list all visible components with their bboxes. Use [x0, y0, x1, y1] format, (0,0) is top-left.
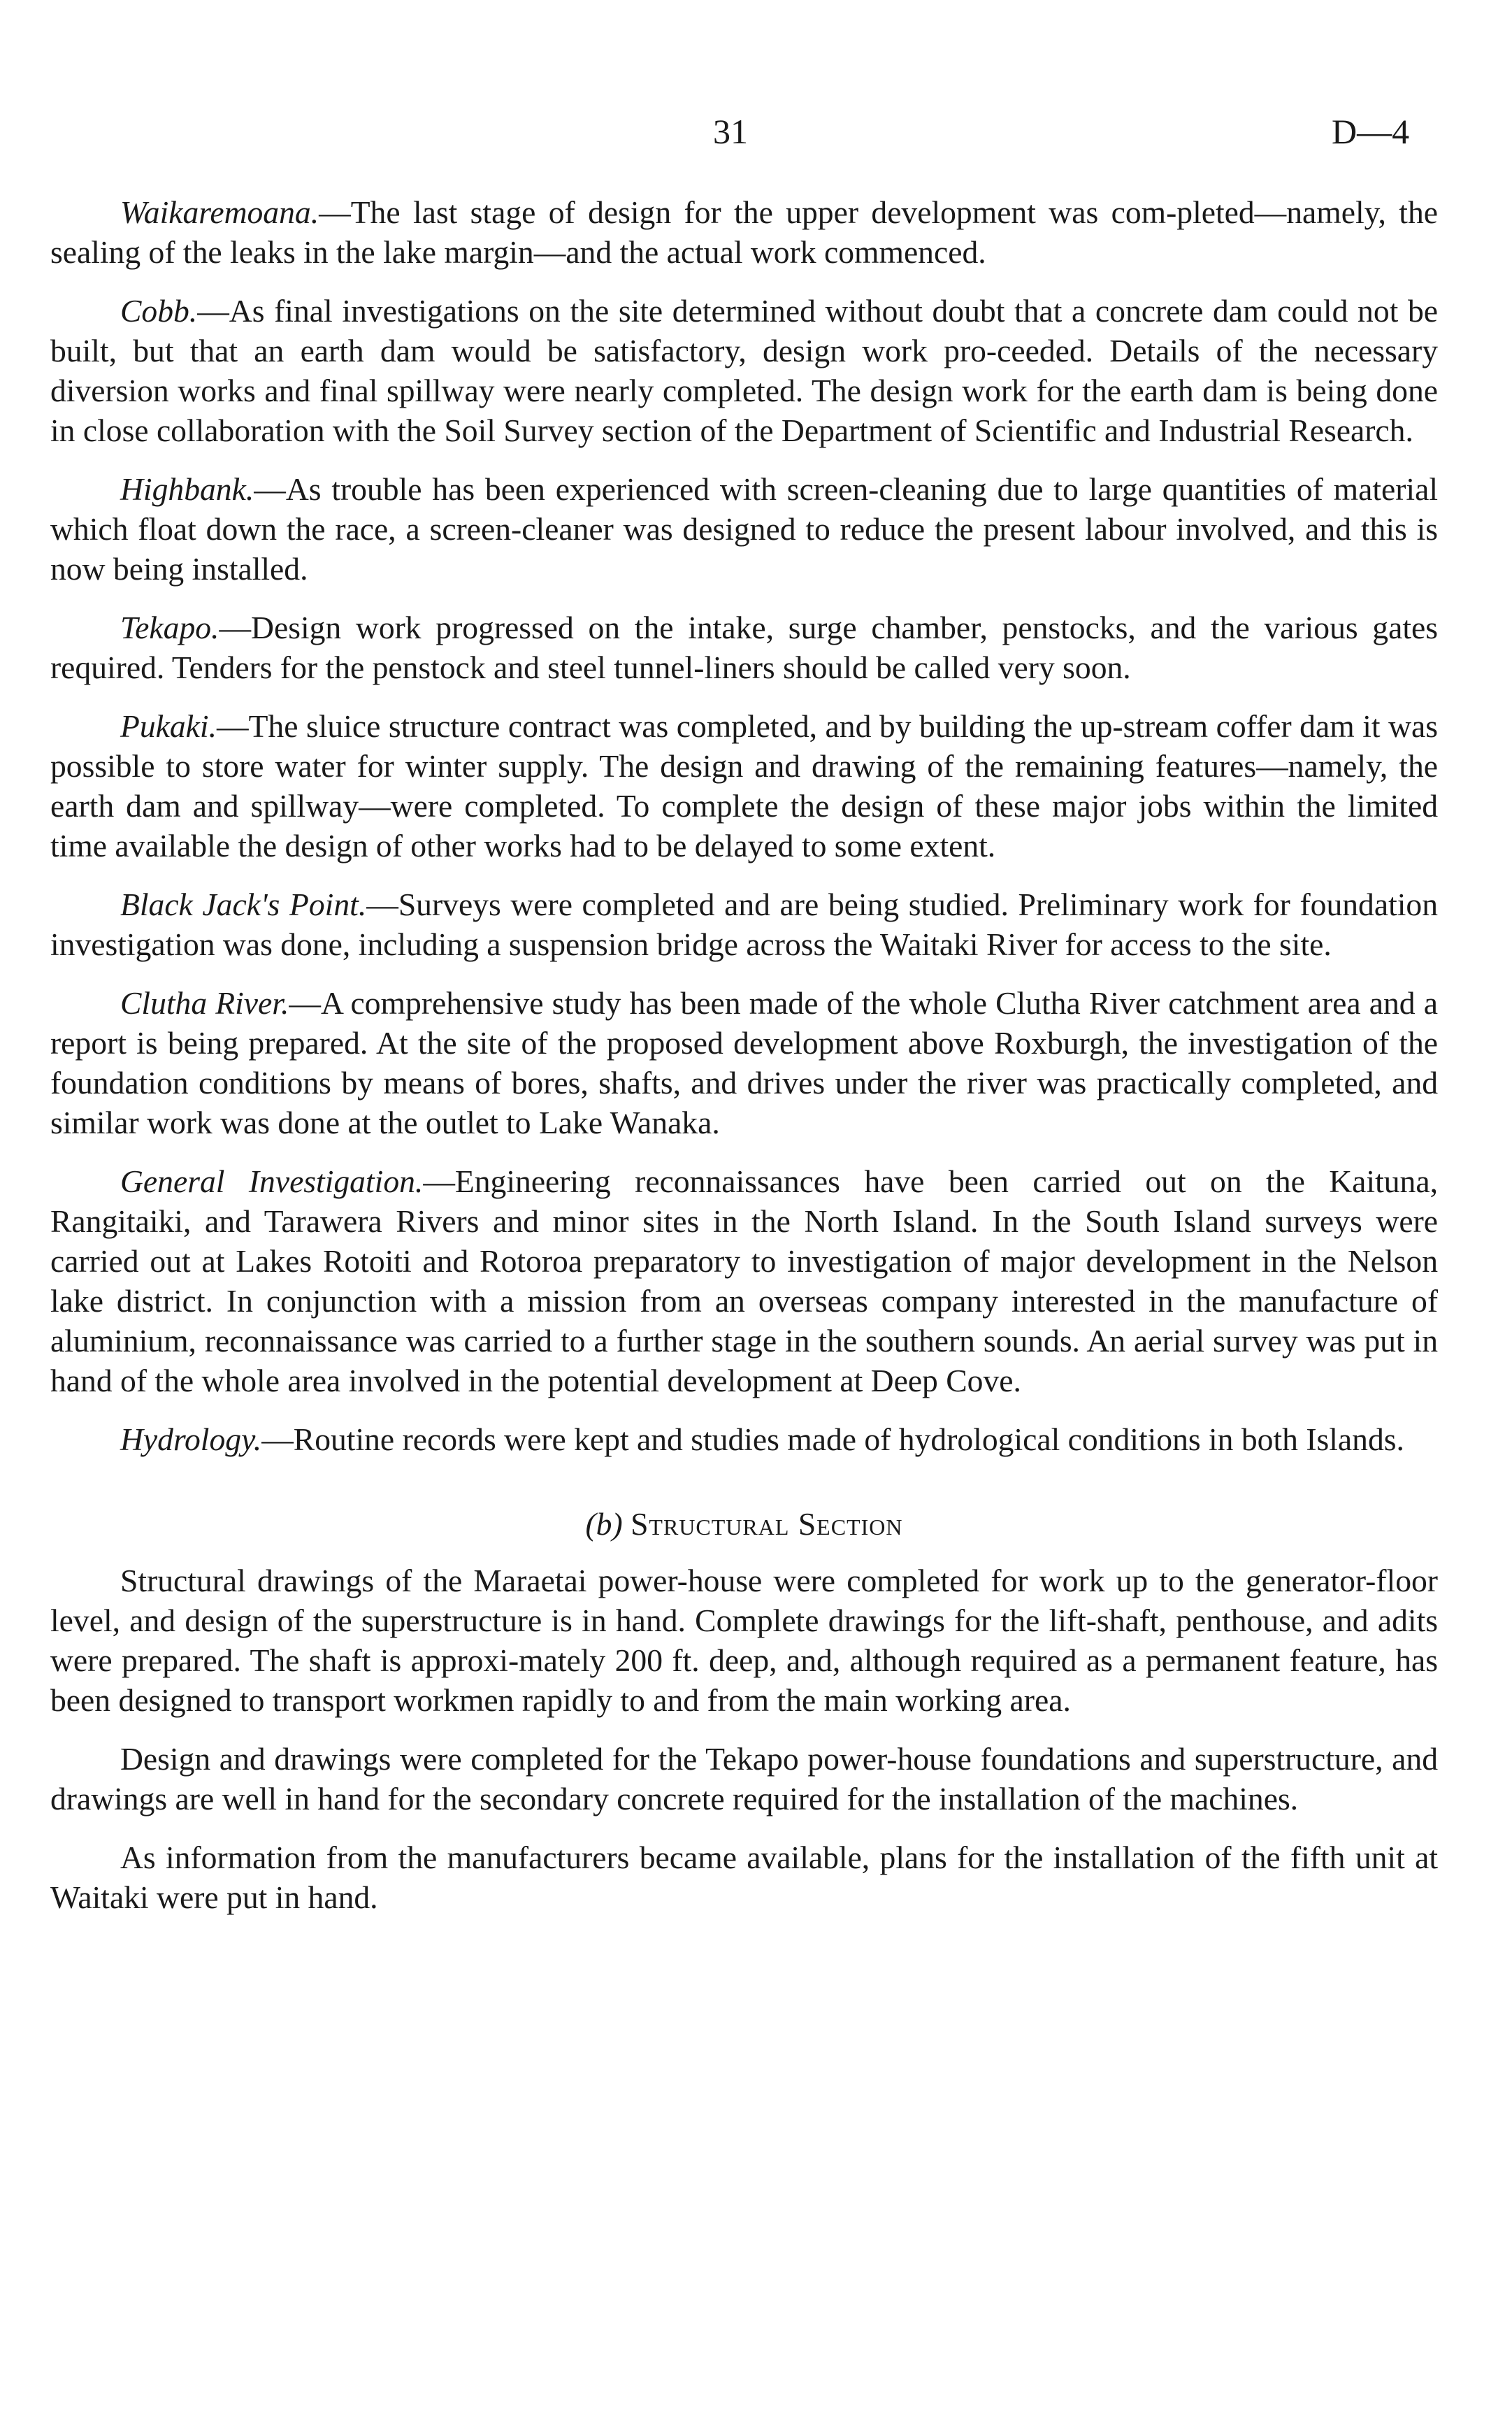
body-text — [50, 192, 1438, 1936]
paragraph-text: —Engineering reconnaissances have been carried out on the Kaituna, Rangitaiki, and Tarawera Rivers and minor sites in the North Island. In the South Island surveys were carried out at Lakes Rotoiti and Rotoroa preparatory to investigation of major development in the Nelson lake district. In conjunction with a mission from an overseas company interested in the manufacture of aluminium, reconnaissance was carried to a further stage in the southern sounds. An aerial survey was put in hand of the whole area involved in the potential development at Deep Cove. — [50, 1163, 1438, 1398]
paragraph-lead: Clutha River. — [120, 985, 289, 1021]
paragraph-text: —Surveys were completed and are being studied. Preliminary work for foundation investigation was done, including a suspension bridge across the Waitaki River for access to the site. — [50, 887, 1438, 962]
paragraph-lead: Cobb. — [120, 293, 198, 329]
paragraph-text: —The sluice structure contract was completed, and by building the up-stream coffer dam it was possible to store water for winter supply. The design and drawing of the remaining features—namely, the earth dam and spillway—were completed. To complete the design of these major jobs within the limited time available the design of other works had to be delayed to some extent. — [50, 708, 1438, 863]
paragraph-text: —As final investigations on the site determined without doubt that a concrete dam could not be built, but that an earth dam would be satisfactory, design work pro-ceeded. Details of the necessary diversion works and final spillway were nearly completed. The design work for the earth dam is being done in close collaboration with the Soil Survey section of the Department of Scientific and Industrial Research. — [50, 293, 1438, 448]
page-header — [0, 110, 1512, 159]
page-number: 31 — [713, 112, 748, 151]
paragraph-text: —Design work progressed on the intake, surge chamber, penstocks, and the various gates required. Tenders for the penstock and steel tunnel-liners should be called very soon. — [50, 610, 1438, 685]
section-title: Structural Section — [631, 1506, 903, 1542]
section-letter: (b) — [585, 1506, 623, 1542]
structural-paragraph: As information from the manufacturers became available, plans for the installation of the fifth unit at Waitaki were put in hand. — [50, 1840, 1438, 1915]
paragraph-general-investigation — [50, 1161, 1438, 1400]
paragraph-tekapo — [50, 608, 1438, 687]
paragraph-lead: Highbank. — [120, 471, 254, 507]
paragraph-lead: Tekapo. — [120, 610, 219, 645]
paragraph-text: —As trouble has been experienced with screen-cleaning due to large quantities of material which float down the race, a screen-cleaner was designed to reduce the present labour involved, and this is now being installed. — [50, 471, 1438, 587]
structural-paragraph: Structural drawings of the Maraetai power-house were completed for work up to the generator-floor level, and design of the superstructure is in hand. Complete drawings for the lift-shaft, penthouse, and adits were prepared. The shaft is approxi-mately 200 ft. deep, and, although required as a permanent feature, has been designed to transport workmen rapidly to and from the main working area. — [50, 1563, 1438, 1718]
paragraph-text: —The last stage of design for the upper development was com-pleted—namely, the sealing of the leaks in the lake margin—and the actual work commenced. — [50, 194, 1438, 270]
paragraph-lead: Pukaki. — [120, 708, 217, 744]
paragraph-pukaki — [50, 706, 1438, 866]
paragraph-waikaremoana — [50, 192, 1438, 272]
paragraph-lead: General Investigation. — [120, 1163, 424, 1199]
structural-paragraph: Design and drawings were completed for the Tekapo power-house foundations and superstructure, and drawings are well in hand for the secondary concrete required for the installation of the machines. — [50, 1741, 1438, 1816]
section-heading — [50, 1504, 1438, 1544]
paragraph-cobb — [50, 291, 1438, 450]
paragraph-lead: Hydrology. — [120, 1421, 262, 1457]
paragraph-text: —A comprehensive study has been made of the whole Clutha River catchment area and a report is being prepared. At the site of the proposed development above Roxburgh, the investigation of the foundation conditions by means of bores, shafts, and drives under the river was practically completed, and similar work was done at the outlet to Lake Wanaka. — [50, 985, 1438, 1140]
paragraph-hydrology — [50, 1419, 1438, 1459]
document-reference: D—4 — [1332, 112, 1410, 151]
paragraph-text: —Routine records were kept and studies made of hydrological conditions in both Islands. — [261, 1421, 1404, 1457]
paragraph-clutha-river — [50, 983, 1438, 1142]
paragraph-black-jacks-point — [50, 884, 1438, 964]
paragraph-highbank — [50, 469, 1438, 589]
paragraph-lead: Waikaremoana. — [120, 194, 319, 230]
paragraph-lead: Black Jack's Point. — [120, 887, 367, 922]
